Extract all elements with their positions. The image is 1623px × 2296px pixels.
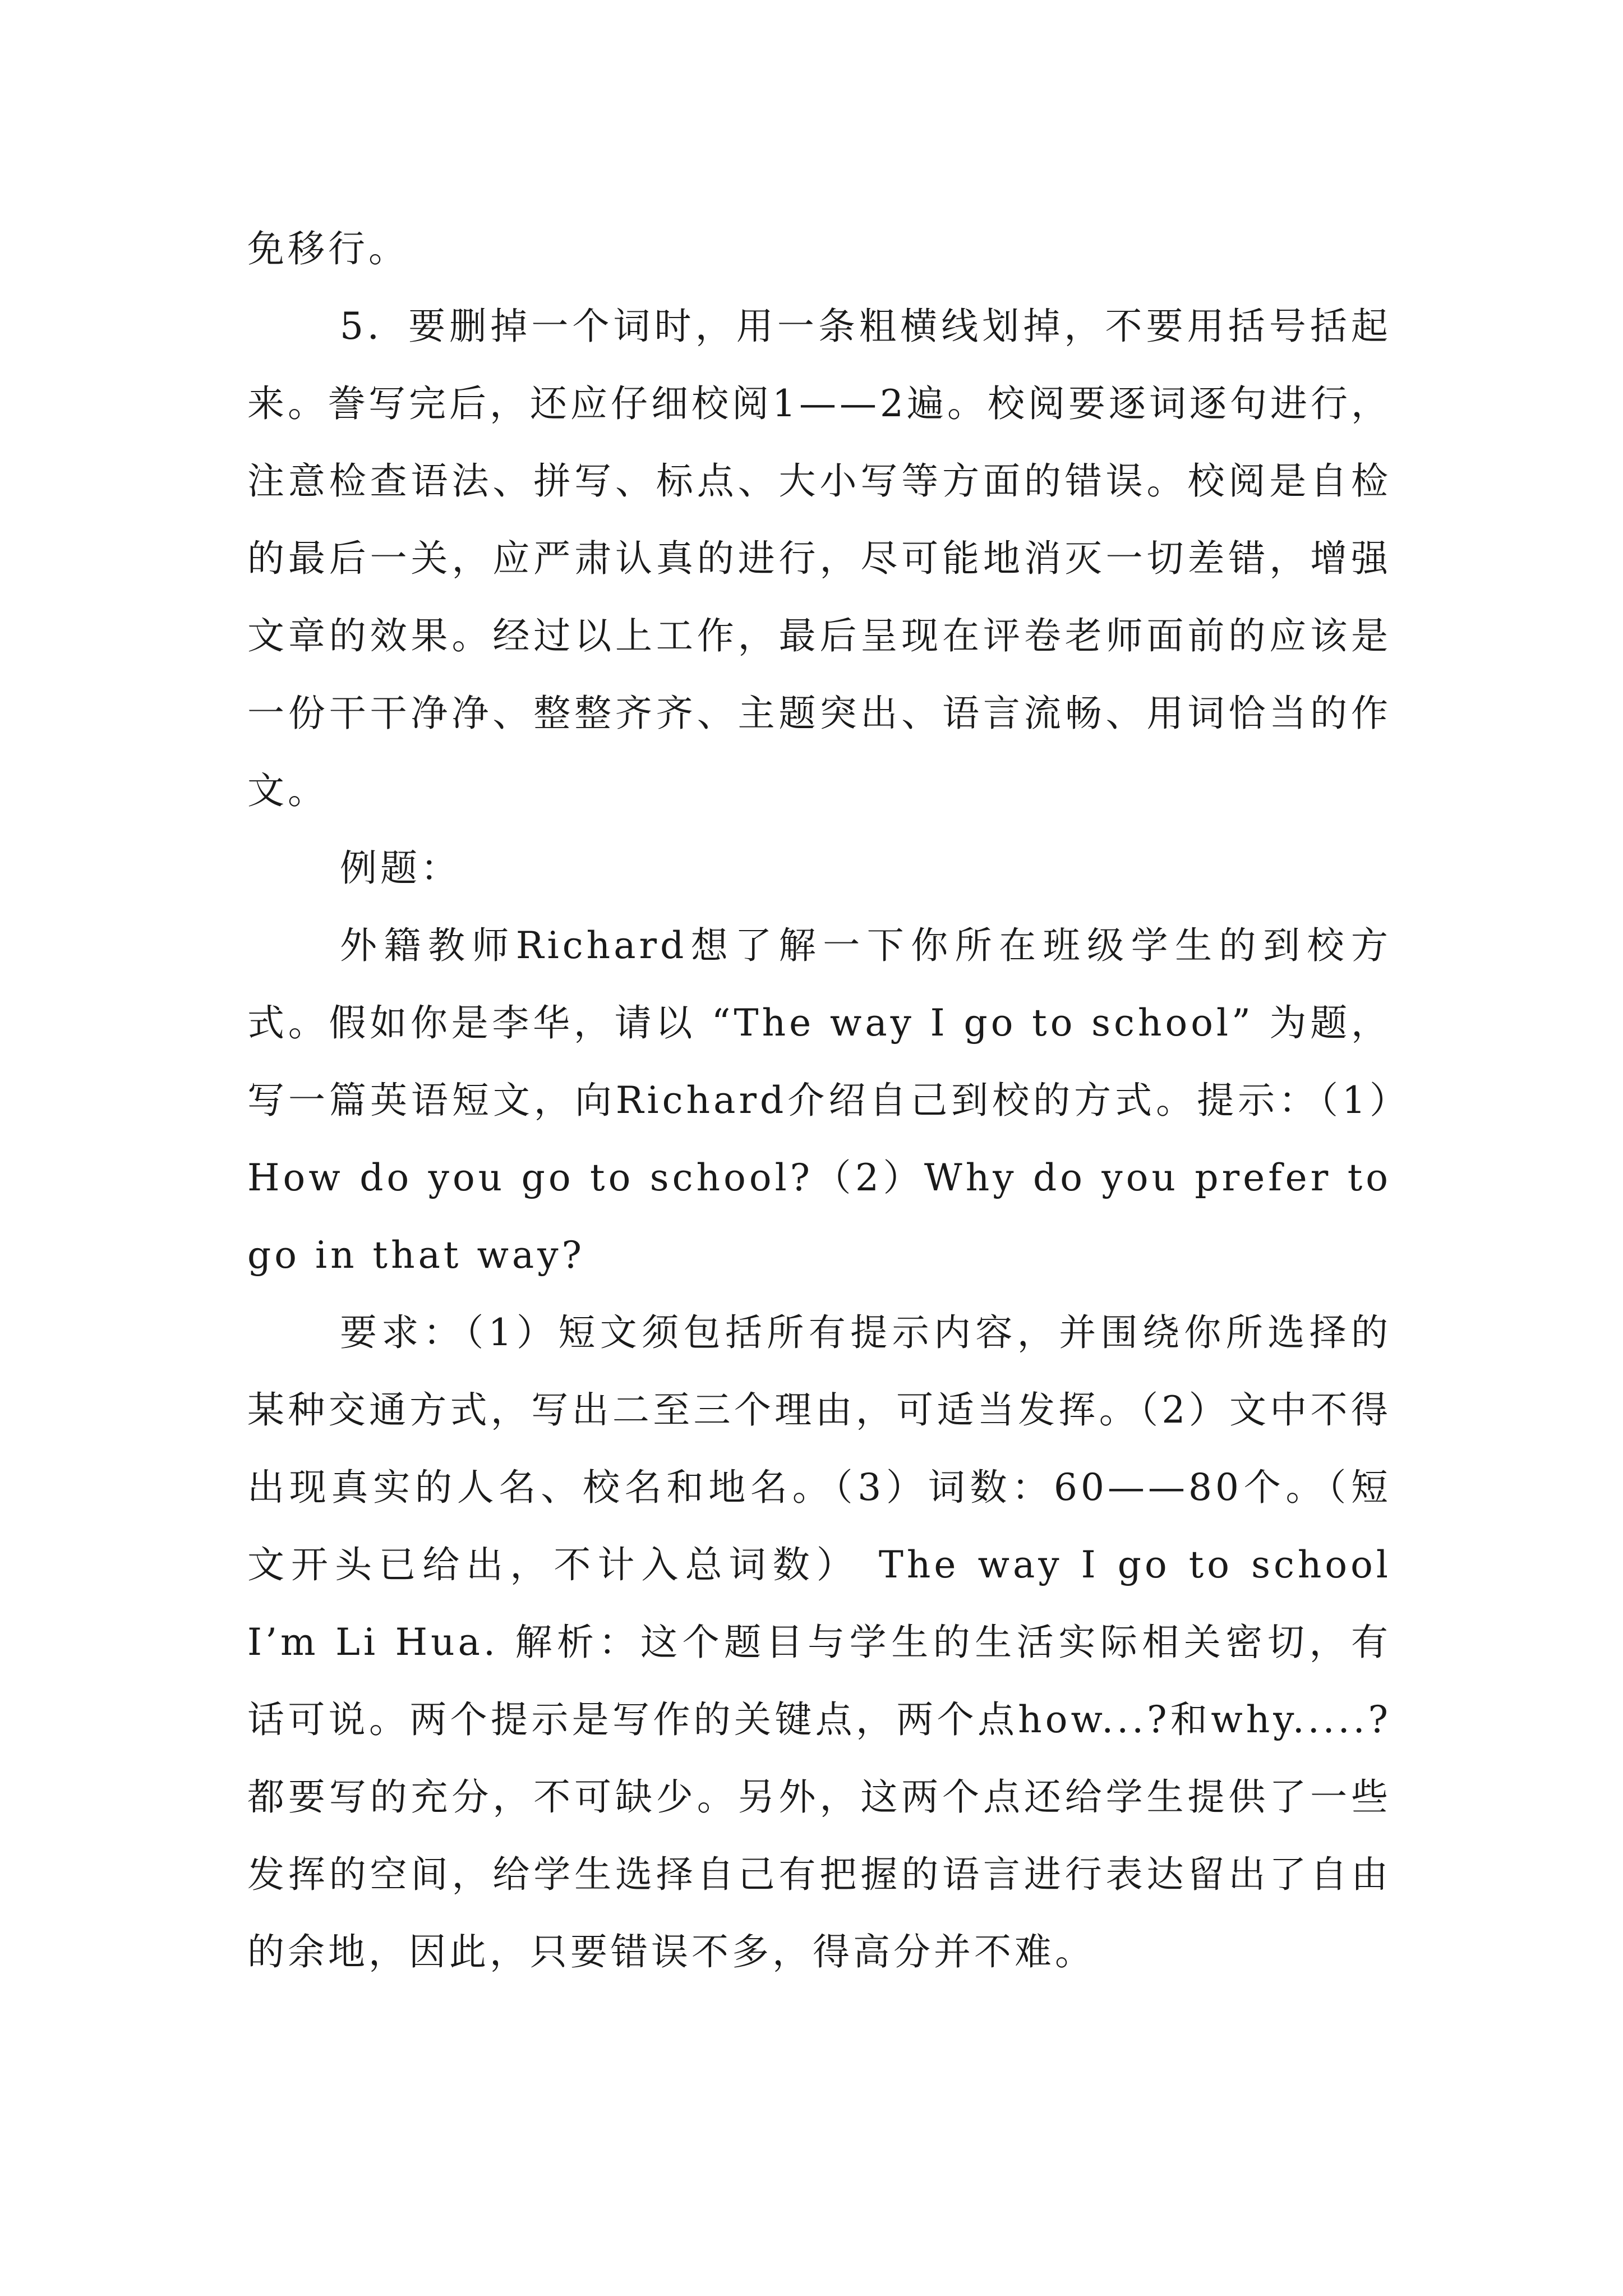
paragraph-item-5: 5．要删掉一个词时，用一条粗横线划掉，不要用括号括起来。誊写完后，还应仔细校阅1——2遍。校阅要逐词逐句进行，注意检查语法、拼写、标点、大小写等方面的错误。校阅是自检的最后一关，应严肃认真的进行，尽可能地消灭一切差错，增强文章的效果。经过以上工作，最后呈现在评卷老师面前的应该是一份干干净净、整整齐齐、主题突出、语言流畅、用词恰当的作文。 [247, 305, 1391, 812]
paragraph-requirements-analysis: 要求：（1）短文须包括所有提示内容，并围绕你所选择的某种交通方式，写出二至三个理由，可适当发挥。（2）文中不得出现真实的人名、校名和地名。（3）词数：60——80个。（短文开头已给出，不计入总词数） The way I go to school I’m Li Hua. 解析：这个题目与学生的生活实际相关密切，有话可说。两个提示是写作的关键点，两个点how...?和why.....?都要写的充分，不可缺少。另外，这两个点还给学生提供了一些发挥的空间，给学生选择自己有把握的语言进行表达留出了自由的余地，因此，只要错误不多，得高分并不难。 [247, 1311, 1391, 1973]
paragraph-example-heading: 例题： [340, 846, 461, 890]
paragraph-example-prompt: 外籍教师Richard想了解一下你所在班级学生的到校方式。假如你是李华，请以 “The way I go to school” 为题，写一篇英语短文，向Richard介绍自己到校的方式。提示：（1）How do you go to school?（2）Why do you prefer to go in that way? [247, 924, 1391, 1277]
paragraph-continuation: 免移行。 [247, 227, 409, 270]
document-body [247, 210, 1391, 1991]
